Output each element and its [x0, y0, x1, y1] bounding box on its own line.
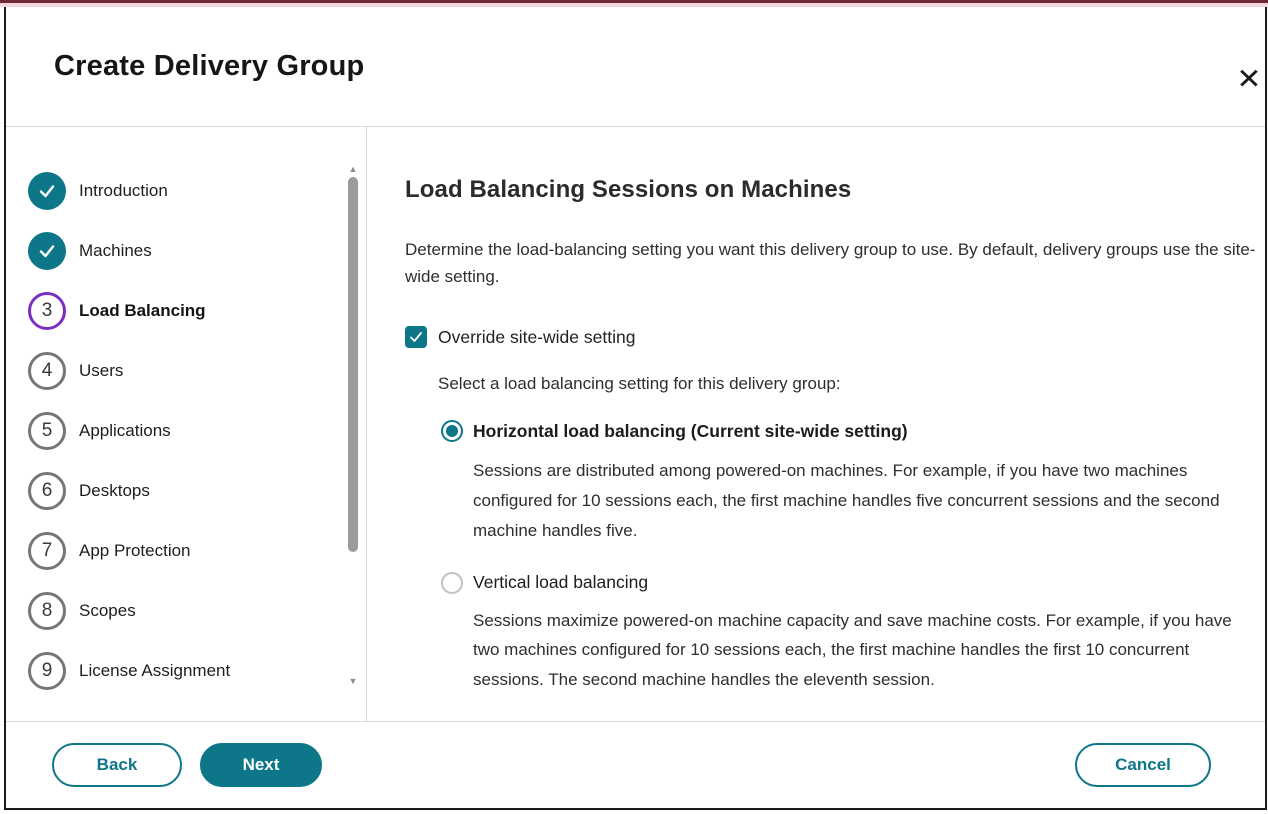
sidebar-item-scopes[interactable]: [6, 581, 366, 641]
step-completed-icon: [28, 172, 66, 210]
horizontal-radio[interactable]: [441, 420, 463, 442]
sidebar-item-desktops[interactable]: [6, 461, 366, 521]
sidebar-item-introduction[interactable]: [6, 161, 366, 221]
sidebar-item-label: Applications: [79, 421, 171, 440]
override-checkbox[interactable]: [405, 326, 427, 348]
step-number: 6: [41, 480, 53, 501]
dialog-header: [6, 7, 1265, 127]
step-number-badge: [28, 472, 66, 510]
horizontal-load-balancing-row: [441, 420, 1265, 442]
checkmark-icon: [37, 181, 57, 201]
sidebar-item-label: Users: [79, 361, 124, 380]
sidebar-item-label: License Assignment: [79, 661, 231, 680]
next-button[interactable]: Next: [200, 743, 322, 787]
sidebar-item-load-balancing[interactable]: [6, 281, 366, 341]
step-number-badge: [28, 592, 66, 630]
vertical-radio-label[interactable]: Vertical load balancing: [473, 572, 649, 593]
wizard-steps-sidebar: [6, 127, 367, 721]
vertical-load-balancing-row: [441, 572, 1265, 594]
create-delivery-group-dialog: [4, 7, 1267, 810]
step-number-badge: [28, 652, 66, 690]
step-number: 8: [41, 600, 53, 621]
dialog-body: [6, 127, 1265, 721]
step-number: 9: [41, 660, 53, 681]
sidebar-item-label: Scopes: [79, 601, 136, 620]
sidebar-item-label: Desktops: [79, 481, 150, 500]
scroll-up-icon[interactable]: ▲: [348, 164, 358, 174]
scroll-down-icon[interactable]: ▼: [348, 676, 358, 686]
override-checkbox-label[interactable]: Override site-wide setting: [438, 326, 636, 347]
sidebar-item-machines[interactable]: [6, 221, 366, 281]
step-number: 5: [41, 420, 53, 441]
step-number-badge: [28, 292, 66, 330]
checkmark-icon: [408, 329, 424, 345]
dialog-title: Create Delivery Group: [54, 50, 365, 82]
sidebar-item-label: Introduction: [79, 181, 168, 200]
step-number: 7: [41, 540, 53, 561]
sidebar-item-label: Load Balancing: [79, 301, 206, 320]
dialog-footer: [6, 721, 1265, 808]
checkmark-icon: [37, 241, 57, 261]
scrollbar-thumb[interactable]: [348, 177, 358, 552]
sidebar-item-label: Machines: [79, 241, 152, 260]
vertical-radio[interactable]: [441, 572, 463, 594]
close-icon[interactable]: ✕: [1236, 63, 1262, 95]
sidebar-item-applications[interactable]: [6, 401, 366, 461]
override-setting-row: [405, 326, 1265, 348]
cancel-button[interactable]: Cancel: [1075, 743, 1211, 787]
step-number-badge: [28, 412, 66, 450]
step-number: 3: [41, 300, 53, 321]
horizontal-description: Sessions are distributed among powered-on machines. For example, if you have two machines configured for 10 sessions each, the first machine handles five concurrent sessions and the second machine handles five.: [473, 461, 1220, 540]
step-number-badge: [28, 352, 66, 390]
select-setting-prompt: Select a load balancing setting for this delivery group:: [438, 374, 841, 394]
step-number-badge: [28, 532, 66, 570]
step-number: 4: [41, 360, 53, 381]
sidebar-item-users[interactable]: [6, 341, 366, 401]
horizontal-radio-label[interactable]: Horizontal load balancing (Current site-wide setting): [473, 420, 908, 441]
load-balancing-pane: [367, 127, 1265, 721]
sidebar-item-label: App Protection: [79, 541, 191, 560]
back-button[interactable]: Back: [52, 743, 182, 787]
page-title: Load Balancing Sessions on Machines: [405, 176, 852, 203]
sidebar-scrollbar[interactable]: [346, 163, 360, 687]
sidebar-item-app-protection[interactable]: [6, 521, 366, 581]
intro-text: Determine the load-balancing setting you want this delivery group to use. By default, delivery groups use the site-wide setting.: [405, 240, 1256, 287]
step-completed-icon: [28, 232, 66, 270]
vertical-description: Sessions maximize powered-on machine capacity and save machine costs. For example, if you have two machines configured for 10 sessions each, the first machine handles the first 10 concurrent sessions. The second machine handles the eleventh session.: [473, 610, 1232, 690]
sidebar-item-license-assignment[interactable]: [6, 641, 366, 701]
